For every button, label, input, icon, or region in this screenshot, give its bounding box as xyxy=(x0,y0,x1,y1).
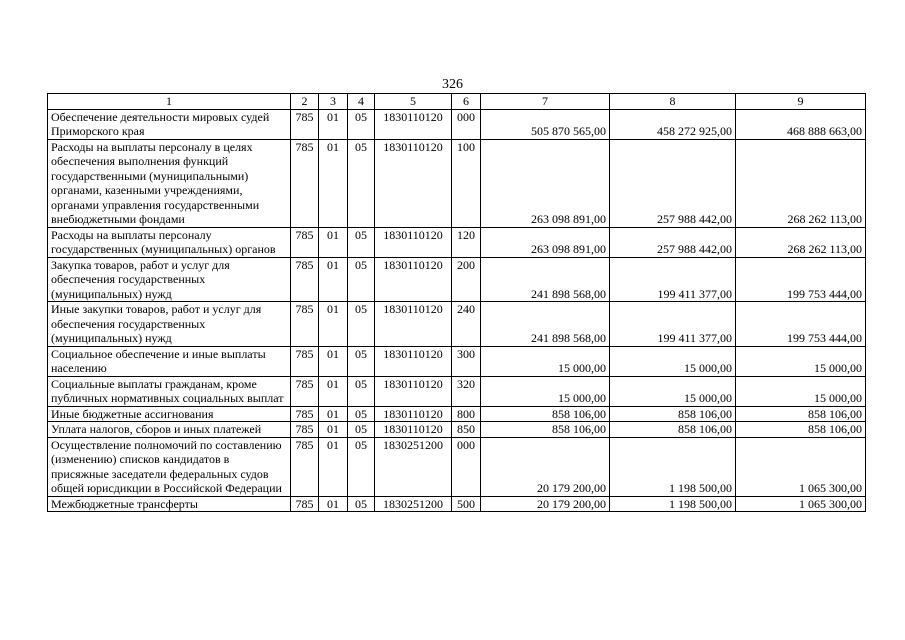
section-code-cell: 01 xyxy=(319,437,348,496)
item-name-cell: Закупка товаров, работ и услуг для обеспечения государственных (муниципальных) нужд xyxy=(48,257,291,302)
table-row xyxy=(48,406,866,422)
ministry-code-cell: 785 xyxy=(291,496,319,512)
amount-col9-cell: 1 065 300,00 xyxy=(736,496,866,512)
column-header: 1 xyxy=(48,94,291,110)
amount-col9-cell: 858 106,00 xyxy=(736,422,866,438)
column-header: 5 xyxy=(375,94,452,110)
subsection-code-cell: 05 xyxy=(348,109,375,139)
amount-col8-cell: 858 106,00 xyxy=(610,406,736,422)
expense-type-cell: 300 xyxy=(452,346,481,376)
item-name-cell: Иные бюджетные ассигнования xyxy=(48,406,291,422)
subsection-code-cell: 05 xyxy=(348,257,375,302)
target-article-cell: 1830251200 xyxy=(375,437,452,496)
ministry-code-cell: 785 xyxy=(291,422,319,438)
item-name-cell: Обеспечение деятельности мировых судей Приморского края xyxy=(48,109,291,139)
subsection-code-cell: 05 xyxy=(348,376,375,406)
table-row xyxy=(48,376,866,406)
target-article-cell: 1830110120 xyxy=(375,109,452,139)
ministry-code-cell: 785 xyxy=(291,376,319,406)
subsection-code-cell: 05 xyxy=(348,496,375,512)
ministry-code-cell: 785 xyxy=(291,437,319,496)
item-name-cell: Социальные выплаты гражданам, кроме публичных нормативных социальных выплат xyxy=(48,376,291,406)
amount-col9-cell: 1 065 300,00 xyxy=(736,437,866,496)
amount-col9-cell: 858 106,00 xyxy=(736,406,866,422)
amount-col8-cell: 15 000,00 xyxy=(610,376,736,406)
target-article-cell: 1830110120 xyxy=(375,139,452,227)
amount-col9-cell: 268 262 113,00 xyxy=(736,227,866,257)
expense-type-cell: 240 xyxy=(452,302,481,347)
amount-col7-cell: 15 000,00 xyxy=(481,376,610,406)
ministry-code-cell: 785 xyxy=(291,302,319,347)
target-article-cell: 1830110120 xyxy=(375,406,452,422)
expense-type-cell: 100 xyxy=(452,139,481,227)
amount-col7-cell: 20 179 200,00 xyxy=(481,496,610,512)
table-row xyxy=(48,257,866,302)
subsection-code-cell: 05 xyxy=(348,302,375,347)
amount-col8-cell: 257 988 442,00 xyxy=(610,227,736,257)
amount-col8-cell: 858 106,00 xyxy=(610,422,736,438)
ministry-code-cell: 785 xyxy=(291,257,319,302)
ministry-code-cell: 785 xyxy=(291,109,319,139)
column-header: 8 xyxy=(610,94,736,110)
amount-col7-cell: 858 106,00 xyxy=(481,422,610,438)
subsection-code-cell: 05 xyxy=(348,406,375,422)
item-name-cell: Осуществление полномочий по составлению (изменению) списков кандидатов в присяжные заседатели федеральных судов общей юрисдикции в Российской Федерации xyxy=(48,437,291,496)
section-code-cell: 01 xyxy=(319,227,348,257)
amount-col9-cell: 199 753 444,00 xyxy=(736,302,866,347)
item-name-cell: Межбюджетные трансферты xyxy=(48,496,291,512)
table-row xyxy=(48,109,866,139)
ministry-code-cell: 785 xyxy=(291,227,319,257)
column-header: 9 xyxy=(736,94,866,110)
amount-col7-cell: 858 106,00 xyxy=(481,406,610,422)
column-header: 4 xyxy=(348,94,375,110)
subsection-code-cell: 05 xyxy=(348,139,375,227)
target-article-cell: 1830110120 xyxy=(375,346,452,376)
amount-col8-cell: 1 198 500,00 xyxy=(610,496,736,512)
target-article-cell: 1830110120 xyxy=(375,227,452,257)
section-code-cell: 01 xyxy=(319,139,348,227)
expense-type-cell: 120 xyxy=(452,227,481,257)
section-code-cell: 01 xyxy=(319,346,348,376)
expense-type-cell: 000 xyxy=(452,437,481,496)
item-name-cell: Уплата налогов, сборов и иных платежей xyxy=(48,422,291,438)
expense-type-cell: 000 xyxy=(452,109,481,139)
target-article-cell: 1830110120 xyxy=(375,302,452,347)
page-number: 326 xyxy=(442,77,463,92)
expense-type-cell: 320 xyxy=(452,376,481,406)
column-header: 3 xyxy=(319,94,348,110)
target-article-cell: 1830251200 xyxy=(375,496,452,512)
table-row xyxy=(48,437,866,496)
amount-col9-cell: 199 753 444,00 xyxy=(736,257,866,302)
table-row xyxy=(48,422,866,438)
section-code-cell: 01 xyxy=(319,302,348,347)
amount-col9-cell: 15 000,00 xyxy=(736,346,866,376)
amount-col8-cell: 199 411 377,00 xyxy=(610,302,736,347)
target-article-cell: 1830110120 xyxy=(375,422,452,438)
budget-table xyxy=(47,93,866,512)
expense-type-cell: 200 xyxy=(452,257,481,302)
amount-col8-cell: 257 988 442,00 xyxy=(610,139,736,227)
amount-col8-cell: 15 000,00 xyxy=(610,346,736,376)
amount-col7-cell: 20 179 200,00 xyxy=(481,437,610,496)
amount-col7-cell: 241 898 568,00 xyxy=(481,257,610,302)
expense-type-cell: 850 xyxy=(452,422,481,438)
column-header: 2 xyxy=(291,94,319,110)
target-article-cell: 1830110120 xyxy=(375,257,452,302)
section-code-cell: 01 xyxy=(319,496,348,512)
amount-col8-cell: 199 411 377,00 xyxy=(610,257,736,302)
subsection-code-cell: 05 xyxy=(348,422,375,438)
table-row xyxy=(48,346,866,376)
subsection-code-cell: 05 xyxy=(348,227,375,257)
amount-col9-cell: 468 888 663,00 xyxy=(736,109,866,139)
amount-col8-cell: 458 272 925,00 xyxy=(610,109,736,139)
amount-col8-cell: 1 198 500,00 xyxy=(610,437,736,496)
amount-col9-cell: 268 262 113,00 xyxy=(736,139,866,227)
expense-type-cell: 800 xyxy=(452,406,481,422)
table-row xyxy=(48,302,866,347)
column-header: 6 xyxy=(452,94,481,110)
section-code-cell: 01 xyxy=(319,257,348,302)
section-code-cell: 01 xyxy=(319,109,348,139)
item-name-cell: Социальное обеспечение и иные выплаты населению xyxy=(48,346,291,376)
ministry-code-cell: 785 xyxy=(291,139,319,227)
table-row xyxy=(48,139,866,227)
item-name-cell: Иные закупки товаров, работ и услуг для обеспечения государственных (муниципальных) нужд xyxy=(48,302,291,347)
section-code-cell: 01 xyxy=(319,376,348,406)
table-body xyxy=(48,94,866,512)
table-row xyxy=(48,227,866,257)
table-row xyxy=(48,496,866,512)
subsection-code-cell: 05 xyxy=(348,437,375,496)
amount-col7-cell: 15 000,00 xyxy=(481,346,610,376)
amount-col9-cell: 15 000,00 xyxy=(736,376,866,406)
amount-col7-cell: 263 098 891,00 xyxy=(481,139,610,227)
header-row xyxy=(48,94,866,110)
column-header: 7 xyxy=(481,94,610,110)
amount-col7-cell: 263 098 891,00 xyxy=(481,227,610,257)
amount-col7-cell: 241 898 568,00 xyxy=(481,302,610,347)
subsection-code-cell: 05 xyxy=(348,346,375,376)
amount-col7-cell: 505 870 565,00 xyxy=(481,109,610,139)
item-name-cell: Расходы на выплаты персоналу в целях обеспечения выполнения функций государственными (муниципальными) органами, казенными учреждениями, органами управления государственными внебюджетными фондами xyxy=(48,139,291,227)
section-code-cell: 01 xyxy=(319,406,348,422)
ministry-code-cell: 785 xyxy=(291,346,319,376)
expense-type-cell: 500 xyxy=(452,496,481,512)
section-code-cell: 01 xyxy=(319,422,348,438)
ministry-code-cell: 785 xyxy=(291,406,319,422)
target-article-cell: 1830110120 xyxy=(375,376,452,406)
item-name-cell: Расходы на выплаты персоналу государственных (муниципальных) органов xyxy=(48,227,291,257)
